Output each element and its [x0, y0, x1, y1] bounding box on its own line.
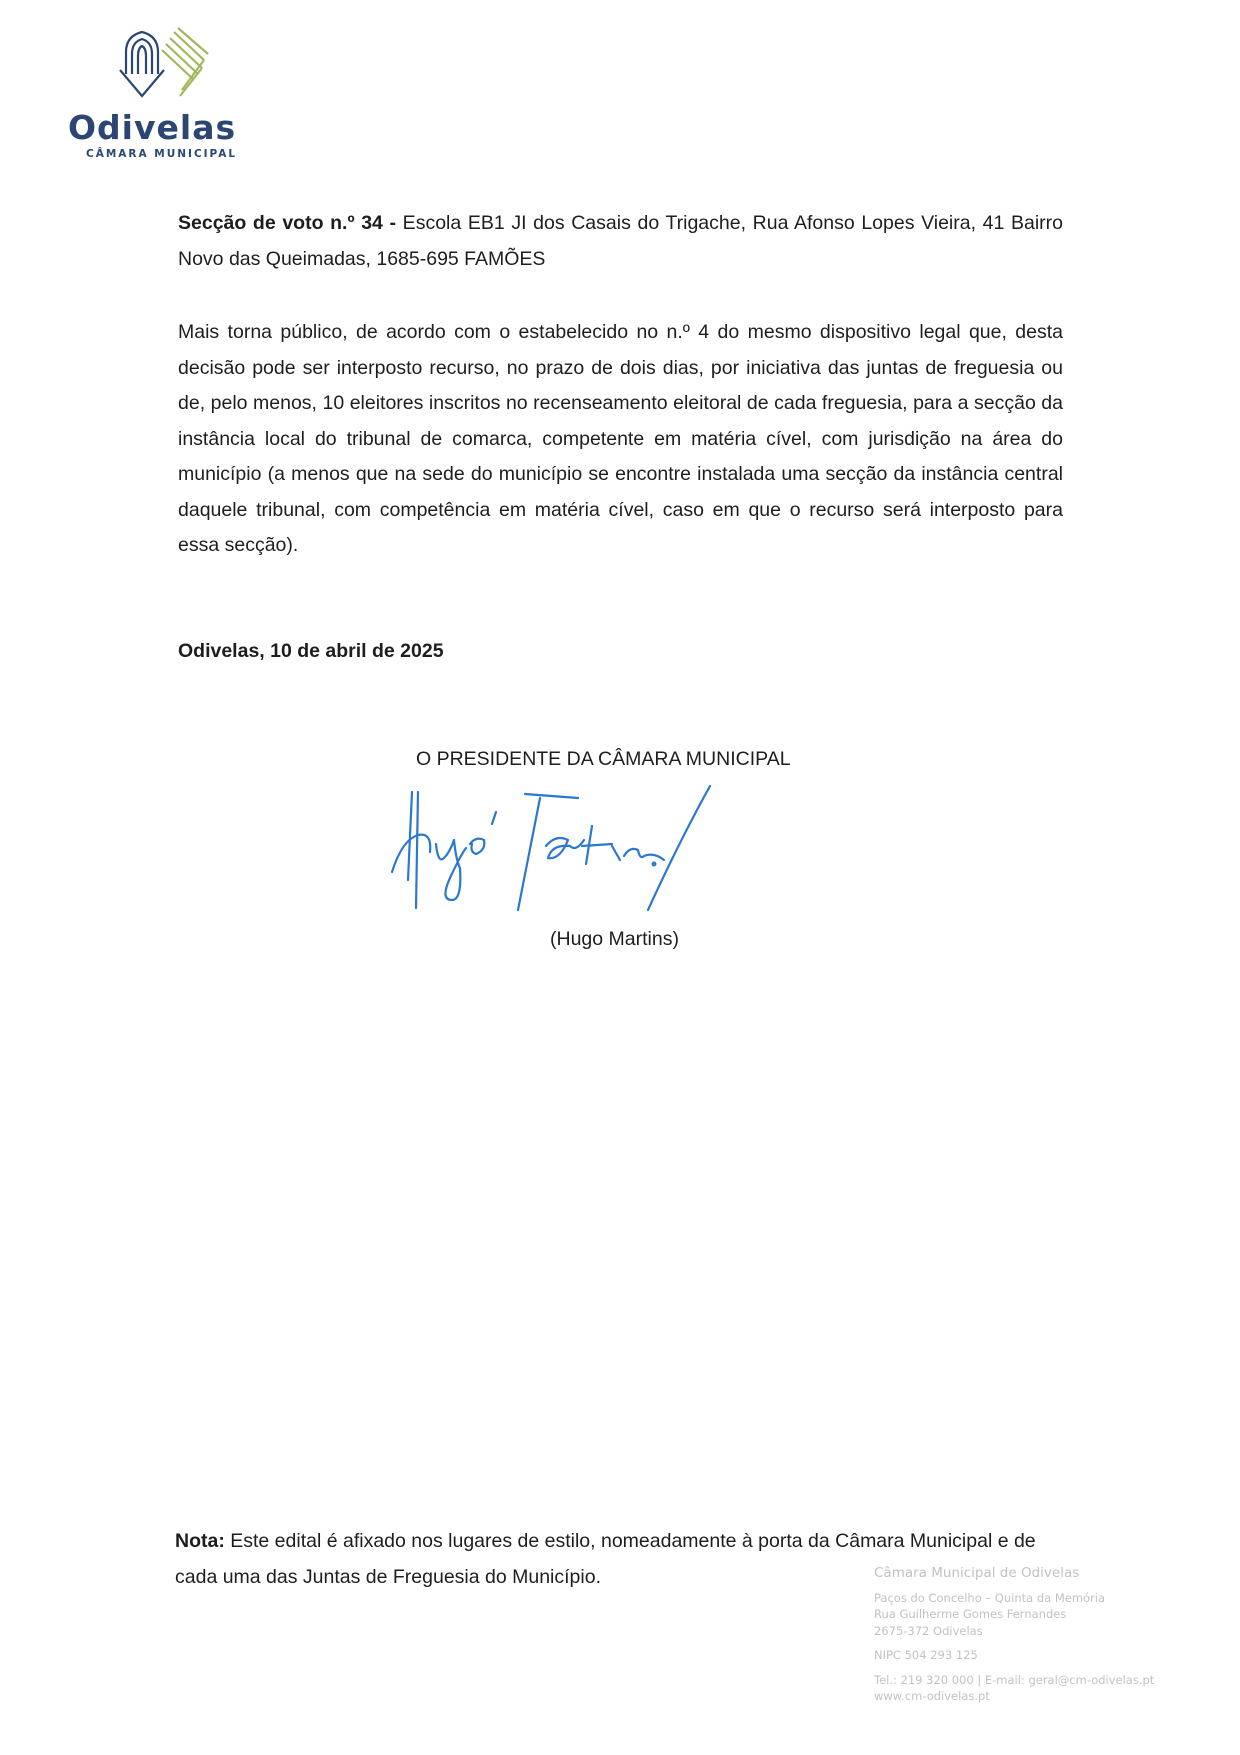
footer-address-line-2: Rua Guilherme Gomes Fernandes	[874, 1607, 1067, 1621]
handwritten-signature	[380, 760, 800, 940]
footer-contact-block	[874, 1565, 1174, 1705]
footer-contact: Tel.: 219 320 000 | E-mail: geral@cm-odivelas.pt	[874, 1672, 1155, 1687]
voting-section-text: Escola EB1 JI dos Casais do Trigache, Rua Afonso Lopes Vieira, 41 Bairro Novo das Queimadas, 1685-695 FAMÕES	[178, 212, 1063, 270]
brand-subtitle: CÂMARA MUNICIPAL	[86, 148, 238, 160]
footer-website: www.cm-odivelas.pt	[874, 1689, 990, 1703]
voting-section-paragraph	[178, 206, 1063, 277]
signer-name: (Hugo Martins)	[550, 928, 679, 950]
municipal-logo	[68, 26, 268, 166]
date-line: Odivelas, 10 de abril de 2025	[178, 640, 444, 662]
note-label: Nota:	[175, 1530, 225, 1552]
footer-address-line-3: 2675-372 Odivelas	[874, 1623, 983, 1638]
footer-address-line-1: Paços do Concelho – Quinta da Memória	[874, 1590, 1106, 1605]
voting-section-label: Secção de voto n.º 34 -	[178, 212, 397, 234]
note-text: Este edital é afixado nos lugares de estilo, nomeadamente à porta da Câmara Municipal e de cada uma das Juntas de Freguesia do Município.	[175, 1530, 1036, 1588]
footer-title: Câmara Municipal de Odivelas	[874, 1565, 1080, 1581]
president-title: O PRESIDENTE DA CÂMARA MUNICIPAL	[416, 748, 791, 770]
footer-nipc: NIPC 504 293 125	[874, 1648, 978, 1662]
odivelas-emblem-icon	[112, 26, 212, 108]
brand-name: Odivelas	[68, 108, 237, 147]
body-paragraph: Mais torna público, de acordo com o estabelecido no n.º 4 do mesmo dispositivo legal que, desta decisão pode ser interposto recurso, no prazo de dois dias, por iniciativa das juntas de freguesia ou de, pelo menos, 10 eleitores inscritos no recenseamento eleitoral de cada freguesia, para a secção da instância local do tribunal de comarca, competente em matéria cível, com jurisdição na área do município (a menos que na sede do município se encontre instalada uma secção da instância central daquele tribunal, com competência em matéria cível, caso em que o recurso será interposto para essa secção).	[178, 321, 1063, 556]
